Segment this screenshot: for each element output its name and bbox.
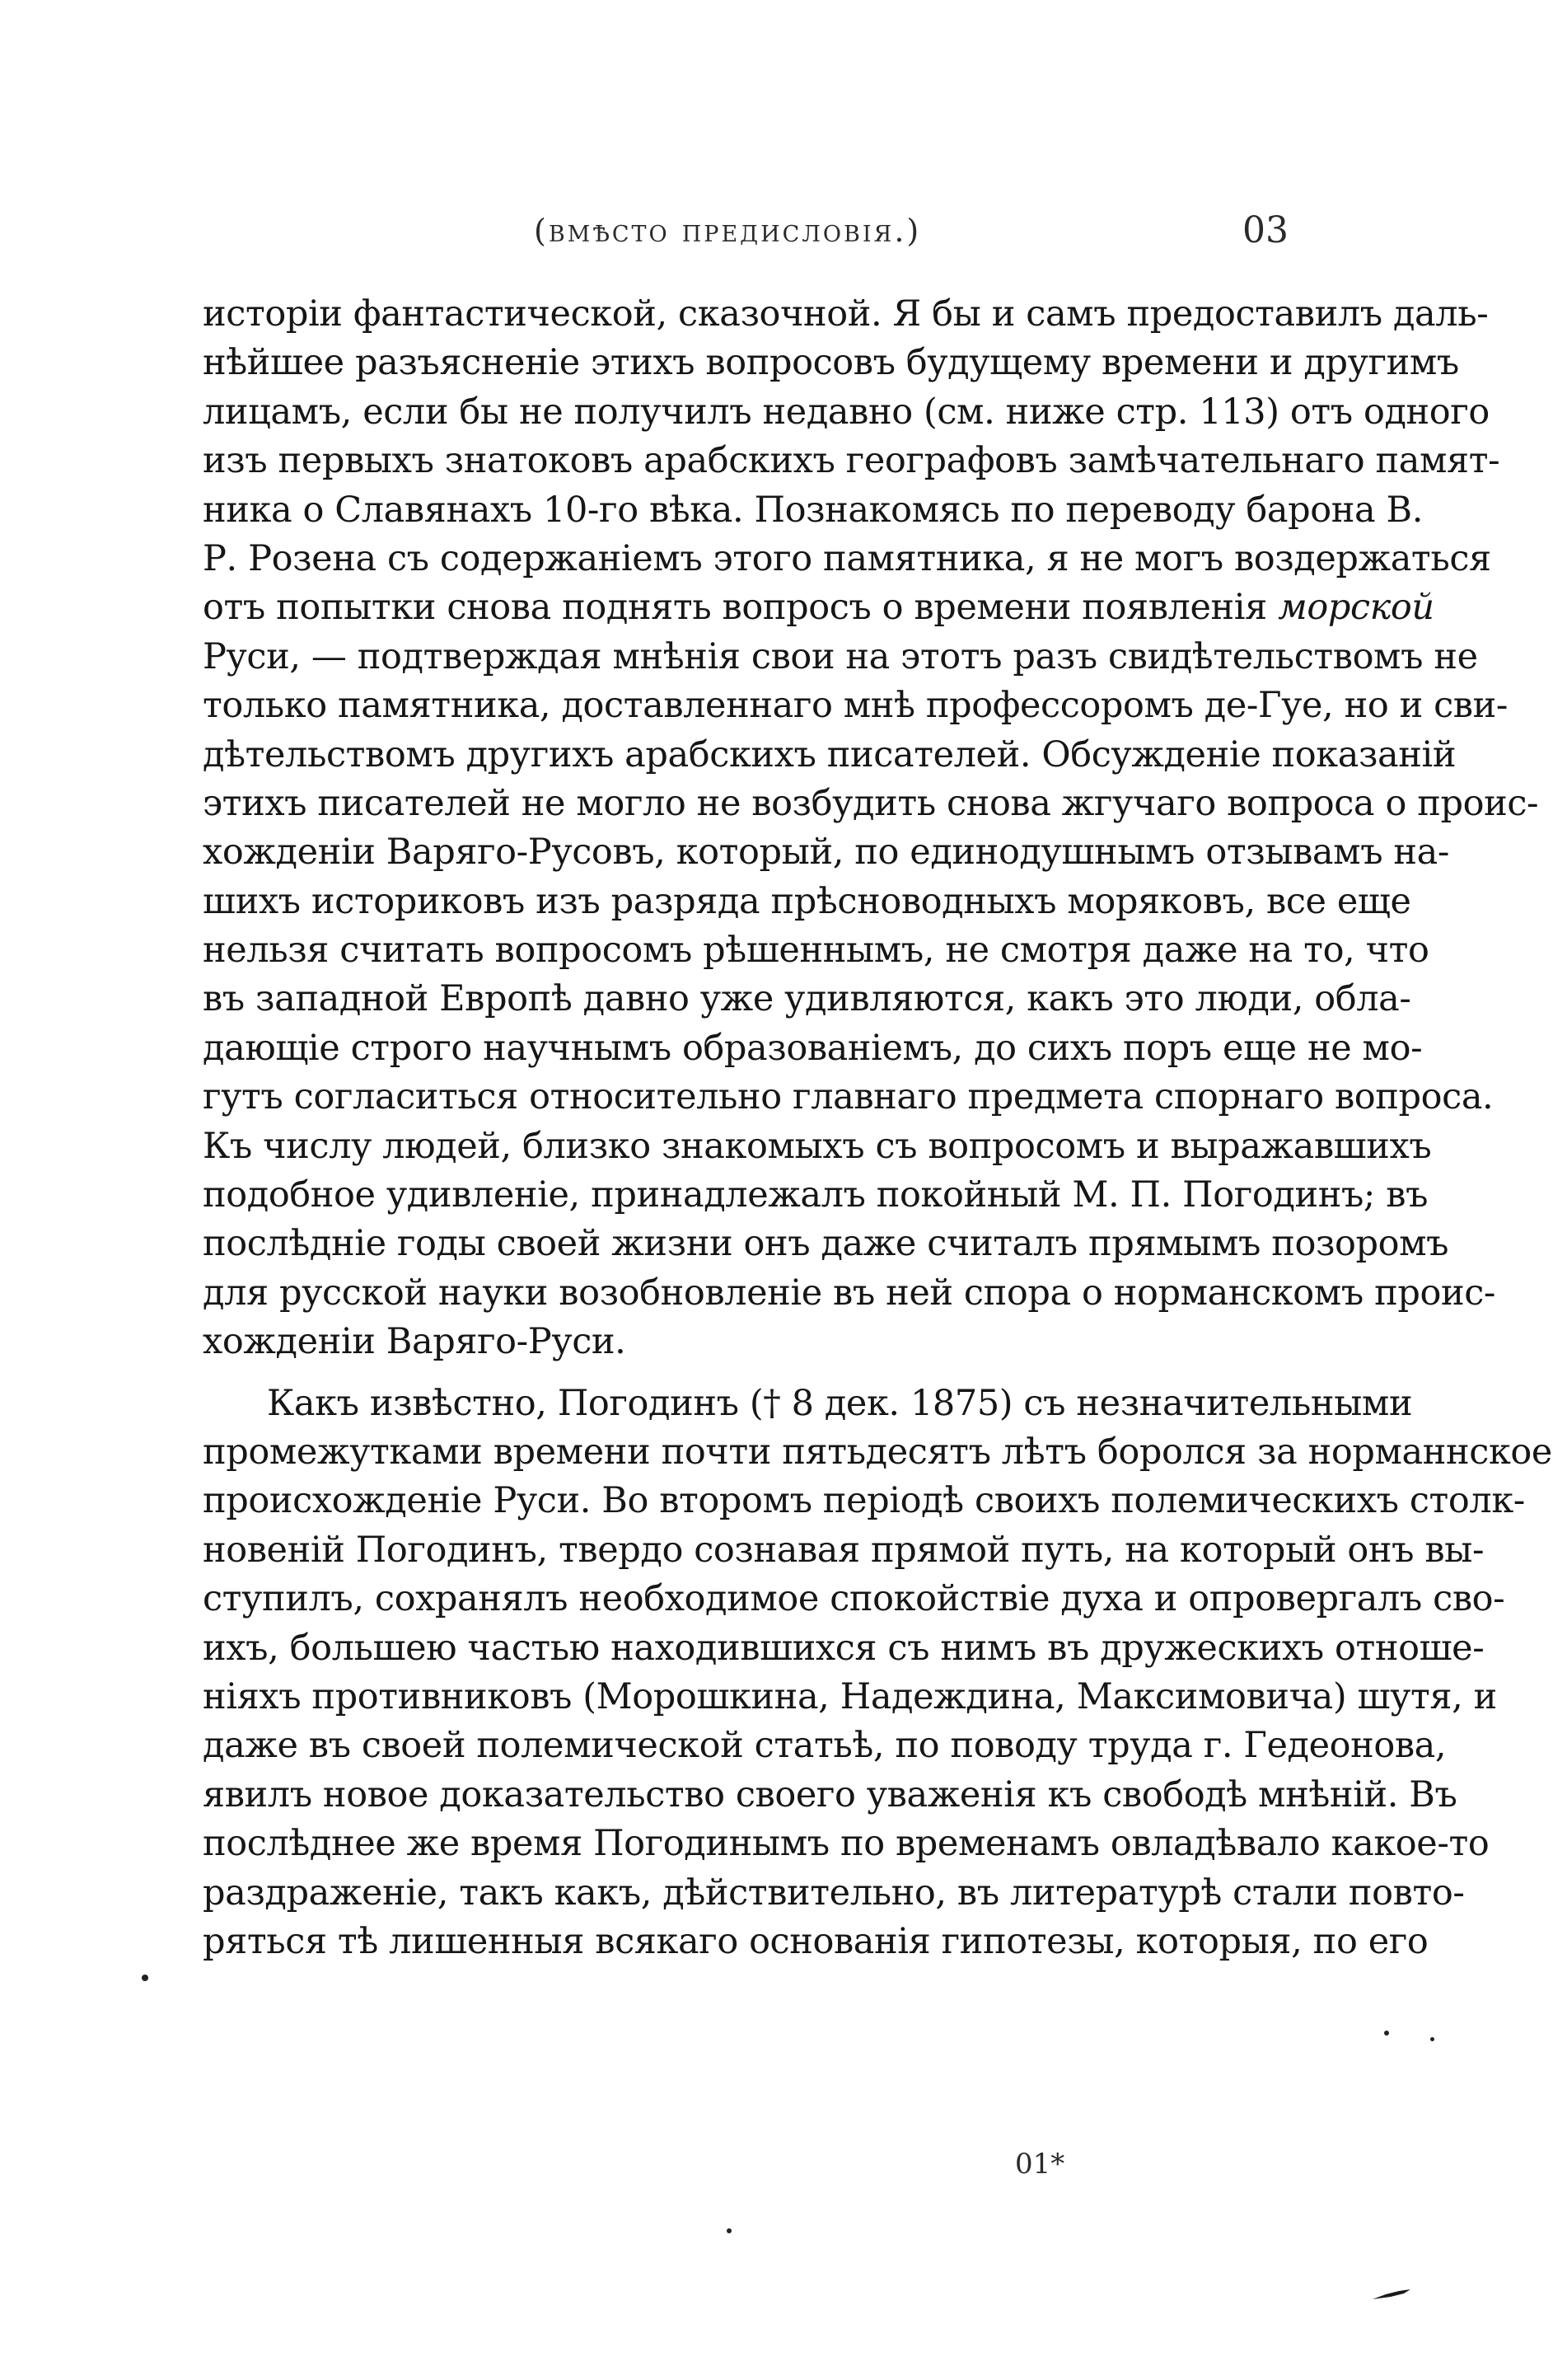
text-line: подобное удивленіе, принадлежалъ покойный М. П. Погодинъ; въ xyxy=(203,1174,1429,1216)
ink-speck xyxy=(727,2228,732,2233)
text-line: въ западной Европѣ давно уже удивляются, какъ это люди, обла- xyxy=(203,978,1411,1020)
text-line: лицамъ, если бы не получилъ недавно (см. ниже стр. 113) отъ одного xyxy=(203,391,1490,433)
text-line: дающіе строго научнымъ образованіемъ, до сихъ поръ еще не мо- xyxy=(203,1027,1423,1069)
page-number: 03 xyxy=(1242,209,1289,251)
text-line: этихъ писателей не могло не возбудить снова жгучаго вопроса о проис- xyxy=(203,782,1539,824)
text-line: нельзя считать вопросомъ рѣшеннымъ, не смотря даже на то, что xyxy=(203,930,1429,972)
text-line: хожденіи Варяго-Русовъ, который, по единодушнымъ отзывамъ на- xyxy=(203,832,1450,874)
text-line: хожденіи Варяго-Руси. xyxy=(203,1321,626,1363)
text-line: явилъ новое доказательство своего уваженія къ свободѣ мнѣній. Въ xyxy=(203,1773,1457,1815)
text-line: даже въ своей полемической статьѣ, по поводу труда г. Гедеонова, xyxy=(203,1725,1447,1767)
text-line: Какъ извѣстно, Погодинъ († 8 дек. 1875) съ незначительными xyxy=(267,1382,1413,1424)
text-line: ніяхъ противниковъ (Морошкина, Надеждина, Максимовича) шутя, и xyxy=(203,1675,1497,1717)
text-line: раздраженіе, такъ какъ, дѣйствительно, въ литературѣ стали повто- xyxy=(203,1872,1465,1914)
text-line: ряться тѣ лишенныя всякаго основанія гипотезы, которыя, по его xyxy=(203,1920,1429,1962)
ink-speck xyxy=(142,1975,148,1981)
running-title: (вмѣсто предисловія.) xyxy=(534,213,922,249)
text-line: происхожденіе Руси. Во второмъ періодѣ своихъ полемическихъ столк- xyxy=(203,1480,1525,1522)
printer-signature-mark: 01* xyxy=(1015,2148,1065,2181)
text-line: промежутками времени почти пятьдесятъ лѣтъ боролся за норманнское xyxy=(203,1431,1552,1473)
paragraph-2 xyxy=(203,1380,1552,1967)
italic-term: морской xyxy=(1278,587,1434,629)
text-line: Р. Розена съ содержаніемъ этого памятника, я не могъ воздержаться xyxy=(203,537,1491,579)
text-line: Къ числу людей, близко знакомыхъ съ вопросомъ и выражавшихъ xyxy=(203,1125,1432,1167)
text-line: для русской науки возобновленіе въ ней спора о норманскомъ проис- xyxy=(203,1272,1496,1314)
text-line: исторіи фантастической, сказочной. Я бы и самъ предоставилъ даль- xyxy=(203,293,1489,335)
ink-smudge xyxy=(1371,2288,1412,2301)
text-line: ника о Славянахъ 10-го вѣка. Познакомясь по переводу барона В. xyxy=(203,489,1423,531)
text-line: дѣтельствомъ другихъ арабскихъ писателей. Обсужденіе показаній xyxy=(203,733,1457,775)
running-head xyxy=(204,209,1289,262)
body-text xyxy=(203,290,1552,1966)
text-line: только памятника, доставленнаго мнѣ профессоромъ де-Гуе, но и сви- xyxy=(203,685,1509,727)
text-line: ступилъ, сохранялъ необходимое спокойствіе духа и опровергалъ сво- xyxy=(203,1578,1505,1620)
text-line: шихъ историковъ изъ разряда прѣсноводныхъ моряковъ, все еще xyxy=(203,880,1411,922)
paragraph-1 xyxy=(203,290,1539,1367)
ink-speck xyxy=(1430,2037,1434,2041)
text-line: ихъ, большею частью находившихся съ нимъ въ дружескихъ отноше- xyxy=(203,1627,1485,1669)
text-line: гутъ согласиться относительно главнаго предмета спорнаго вопроса. xyxy=(203,1076,1494,1118)
text-line: Руси, — подтверждая мнѣнія свои на этотъ разъ свидѣтельствомъ не xyxy=(203,635,1478,677)
text-line: послѣднее же время Погодинымъ по временамъ овладѣвало какое-то xyxy=(203,1823,1490,1865)
text-line: нѣйшее разъясненіе этихъ вопросовъ будущему времени и другимъ xyxy=(203,342,1459,384)
text-line: новеній Погодинъ, твердо сознавая прямой путь, на который онъ вы- xyxy=(203,1529,1485,1571)
text-line: изъ первыхъ знатоковъ арабскихъ географовъ замѣчательнаго памят- xyxy=(203,440,1500,482)
ink-speck xyxy=(1384,2031,1389,2036)
text-line-with-italic: отъ попытки снова поднять вопросъ о времени появленія морской xyxy=(203,587,1434,629)
text-line: послѣдніе годы своей жизни онъ даже считалъ прямымъ позоромъ xyxy=(203,1223,1449,1265)
paragraph-gap xyxy=(203,1367,1289,1380)
